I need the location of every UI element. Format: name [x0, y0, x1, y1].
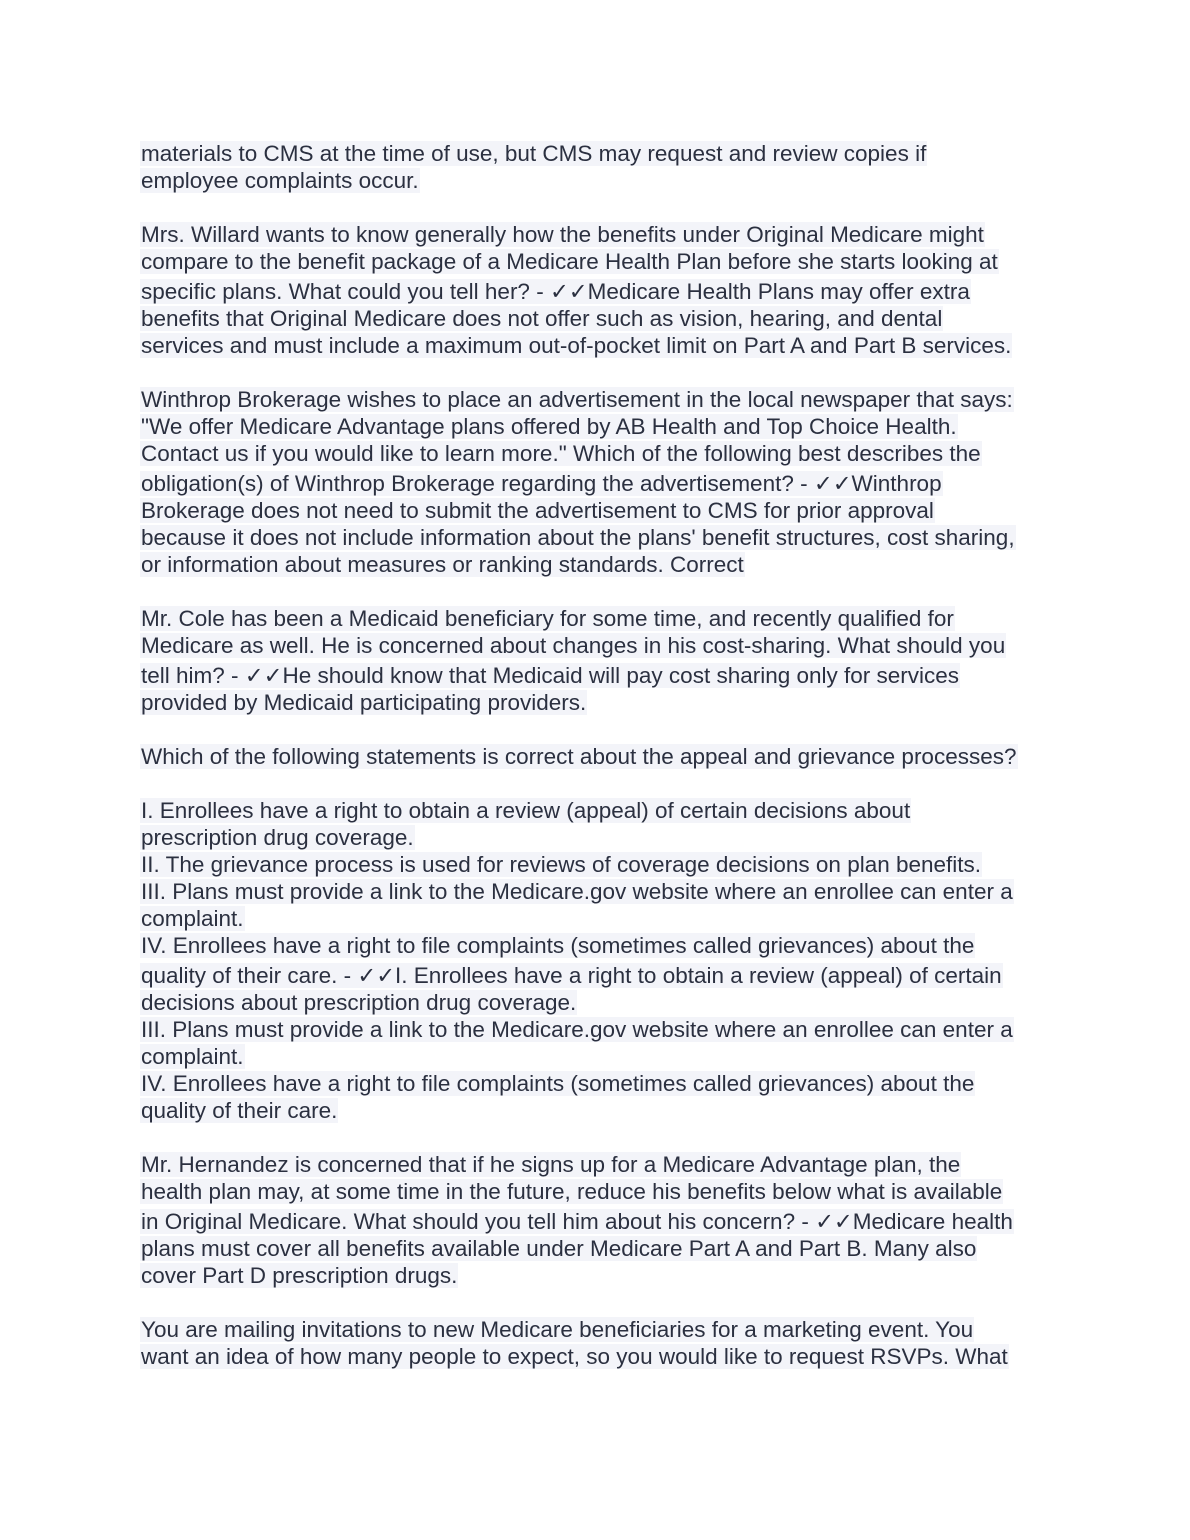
text-line: prescription drug coverage.: [141, 825, 414, 850]
text-line: IV. Enrollees have a right to file complaints (sometimes called grievances) about the: [141, 933, 975, 958]
text-line: quality of their care. - ✓✓I. Enrollees have a right to obtain a review (appeal) of certain: [141, 963, 1002, 988]
paragraph-6: [140, 797, 1060, 1124]
text-line: complaint.: [141, 1044, 244, 1069]
text-line: obligation(s) of Winthrop Brokerage regarding the advertisement? - ✓✓Winthrop: [141, 471, 942, 496]
text-line: employee complaints occur.: [141, 168, 419, 193]
text-line: II. The grievance process is used for reviews of coverage decisions on plan benefits.: [141, 852, 982, 877]
text-line: or information about measures or ranking standards. Correct: [141, 552, 744, 577]
text-line: III. Plans must provide a link to the Medicare.gov website where an enrollee can enter a: [141, 1017, 1013, 1042]
text-line: Brokerage does not need to submit the advertisement to CMS for prior approval: [141, 498, 934, 523]
text-line: complaint.: [141, 906, 244, 931]
text-line: Which of the following statements is correct about the appeal and grievance processes?: [141, 744, 1017, 769]
paragraph-2: [140, 221, 1060, 359]
text-line: Mr. Cole has been a Medicaid beneficiary for some time, and recently qualified for: [141, 606, 954, 631]
text-line: benefits that Original Medicare does not offer such as vision, hearing, and dental: [141, 306, 943, 331]
text-line: services and must include a maximum out-of-pocket limit on Part A and Part B services.: [141, 333, 1012, 358]
text-line: provided by Medicaid participating providers.: [141, 690, 587, 715]
text-line: health plan may, at some time in the future, reduce his benefits below what is available: [141, 1179, 1003, 1204]
text-line: Mr. Hernandez is concerned that if he signs up for a Medicare Advantage plan, the: [141, 1152, 961, 1177]
paragraph-7: [140, 1151, 1060, 1289]
text-line: because it does not include information about the plans' benefit structures, cost sharing,: [141, 525, 1015, 550]
text-line: Mrs. Willard wants to know generally how the benefits under Original Medicare might: [141, 222, 984, 247]
text-line: Winthrop Brokerage wishes to place an advertisement in the local newspaper that says:: [141, 387, 1013, 412]
text-line: specific plans. What could you tell her? - ✓✓Medicare Health Plans may offer extra: [141, 279, 970, 304]
text-line: cover Part D prescription drugs.: [141, 1263, 458, 1288]
text-line: I. Enrollees have a right to obtain a review (appeal) of certain decisions about: [141, 798, 911, 823]
text-line: III. Plans must provide a link to the Medicare.gov website where an enrollee can enter a: [141, 879, 1013, 904]
text-line: plans must cover all benefits available under Medicare Part A and Part B. Many also: [141, 1236, 977, 1261]
text-line: You are mailing invitations to new Medicare beneficiaries for a marketing event. You: [141, 1317, 974, 1342]
paragraph-8: [140, 1316, 1060, 1370]
text-line: compare to the benefit package of a Medicare Health Plan before she starts looking at: [141, 249, 998, 274]
text-line: "We offer Medicare Advantage plans offered by AB Health and Top Choice Health.: [141, 414, 957, 439]
text-line: in Original Medicare. What should you tell him about his concern? - ✓✓Medicare health: [141, 1209, 1013, 1234]
text-line: quality of their care.: [141, 1098, 338, 1123]
text-line: want an idea of how many people to expect, so you would like to request RSVPs. What: [141, 1344, 1008, 1369]
paragraph-1: [140, 140, 1060, 194]
text-line: IV. Enrollees have a right to file complaints (sometimes called grievances) about the: [141, 1071, 975, 1096]
document-page: [140, 140, 1060, 1397]
text-line: tell him? - ✓✓He should know that Medicaid will pay cost sharing only for services: [141, 663, 960, 688]
paragraph-3: [140, 386, 1060, 578]
text-line: Contact us if you would like to learn more." Which of the following best describes the: [141, 441, 981, 466]
text-line: Medicare as well. He is concerned about changes in his cost-sharing. What should you: [141, 633, 1006, 658]
text-line: materials to CMS at the time of use, but CMS may request and review copies if: [141, 141, 927, 166]
text-line: decisions about prescription drug coverage.: [141, 990, 577, 1015]
paragraph-4: [140, 605, 1060, 716]
paragraph-5: [140, 743, 1060, 770]
